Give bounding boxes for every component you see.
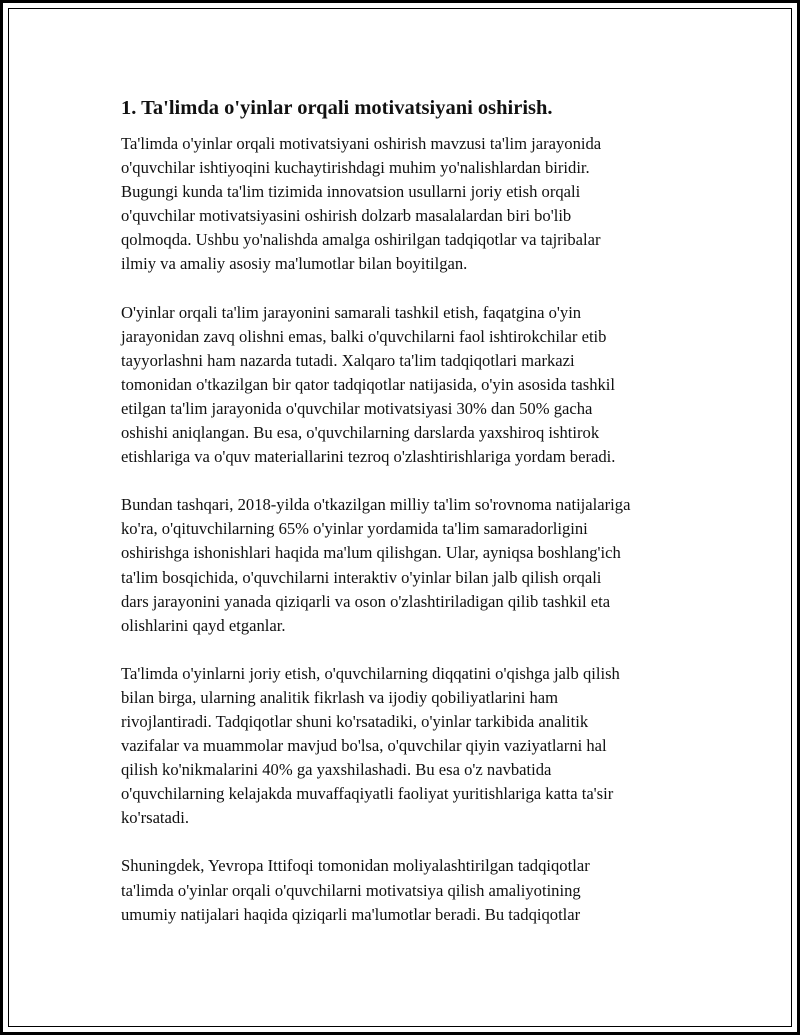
- paragraph: [121, 854, 691, 926]
- paragraph-line: o'quvchilar ishtiyoqini kuchaytirishdagi muhim yo'nalishlardan biridir.: [121, 158, 590, 178]
- paragraph-line: tomonidan o'tkazilgan bir qator tadqiqotlar natijasida, o'yin asosida tashkil: [121, 374, 616, 394]
- paragraph-line: ta'lim bosqichida, o'quvchilarni interaktiv o'yinlar bilan jalb qilish orqali: [121, 567, 602, 587]
- paragraph-line: Shuningdek, Yevropa Ittifoqi tomonidan moliyalashtirilgan tadqiqotlar: [121, 856, 590, 876]
- paragraph-line: etilgan ta'lim jarayonida o'quvchilar motivatsiyasi 30% dan 50% gacha: [121, 398, 593, 418]
- paragraph-line: jarayonidan zavq olishni emas, balki o'quvchilarni faol ishtirokchilar etib: [121, 326, 607, 346]
- paragraph-line: rivojlantiradi. Tadqiqotlar shuni ko'rsatadiki, o'yinlar tarkibida analitik: [121, 711, 589, 731]
- paragraph: [121, 662, 691, 831]
- paragraph-line: Ta'limda o'yinlar orqali motivatsiyani oshirish mavzusi ta'lim jarayonida: [121, 134, 602, 153]
- paragraph-line: qilish ko'nikmalarini 40% ga yaxshilashadi. Bu esa o'z navbatida: [121, 760, 552, 780]
- paragraph: [121, 132, 691, 277]
- paragraph-line: ta'limda o'yinlar orqali o'quvchilarni motivatsiya qilish amaliyotining: [121, 880, 581, 900]
- paragraph-line: etishlariga va o'quv materiallarini tezroq o'zlashtirishlariga yordam beradi.: [121, 447, 616, 467]
- paragraph-line: ko'ra, o'qituvchilarning 65% o'yinlar yordamida ta'lim samaradorligini: [121, 519, 588, 539]
- paragraph-line: o'quvchilar motivatsiyasini oshirish dolzarb masalalardan biri bo'lib: [121, 206, 572, 226]
- paragraph-line: oshishi aniqlangan. Bu esa, o'quvchilarning darslarda yaxshiroq ishtirok: [121, 423, 600, 443]
- paragraph-line: qolmoqda. Ushbu yo'nalishda amalga oshirilgan tadqiqotlar va tajribalar: [121, 230, 601, 250]
- paragraph-line: Bugungi kunda ta'lim tizimida innovatsion usullarni joriy etish orqali: [121, 182, 581, 202]
- paragraph-line: Ta'limda o'yinlarni joriy etish, o'quvchilarning diqqatini o'qishga jalb qilish: [121, 663, 620, 683]
- paragraph-line: umumiy natijalari haqida qiziqarli ma'lumotlar beradi. Bu tadqiqotlar: [121, 904, 581, 924]
- paragraph-line: ilmiy va amaliy asosiy ma'lumotlar bilan boyitilgan.: [121, 254, 468, 274]
- paragraph-line: olishlarini qayd etganlar.: [121, 615, 286, 635]
- paragraph-line: ko'rsatadi.: [121, 808, 189, 828]
- paragraph: [121, 493, 691, 638]
- paragraph-line: tayyorlashni ham nazarda tutadi. Xalqaro ta'lim tadqiqotlari markazi: [121, 350, 575, 370]
- paragraph: [121, 301, 691, 470]
- paragraph-line: dars jarayonini yanada qiziqarli va oson o'zlashtiriladigan qilib tashkil eta: [121, 591, 611, 611]
- document-content: [121, 94, 691, 951]
- paragraph-line: o'quvchilarning kelajakda muvaffaqiyatli faoliyat yuritishlariga katta ta'sir: [121, 784, 614, 804]
- section-title: 1. Ta'limda o'yinlar orqali motivatsiyani oshirish.: [121, 97, 553, 119]
- paragraph-line: O'yinlar orqali ta'lim jarayonini samarali tashkil etish, faqatgina o'yin: [121, 302, 582, 322]
- paragraph-line: Bundan tashqari, 2018-yilda o'tkazilgan milliy ta'lim so'rovnoma natijalariga: [121, 495, 631, 515]
- paragraph-list: [121, 132, 691, 927]
- paragraph-line: oshirishga ishonishlari haqida ma'lum qilishgan. Ular, ayniqsa boshlang'ich: [121, 543, 621, 563]
- paragraph-line: bilan birga, ularning analitik fikrlash va ijodiy qobiliyatlarini ham: [121, 687, 559, 707]
- paragraph-line: vazifalar va muammolar mavjud bo'lsa, o'quvchilar qiyin vaziyatlarni hal: [121, 736, 607, 756]
